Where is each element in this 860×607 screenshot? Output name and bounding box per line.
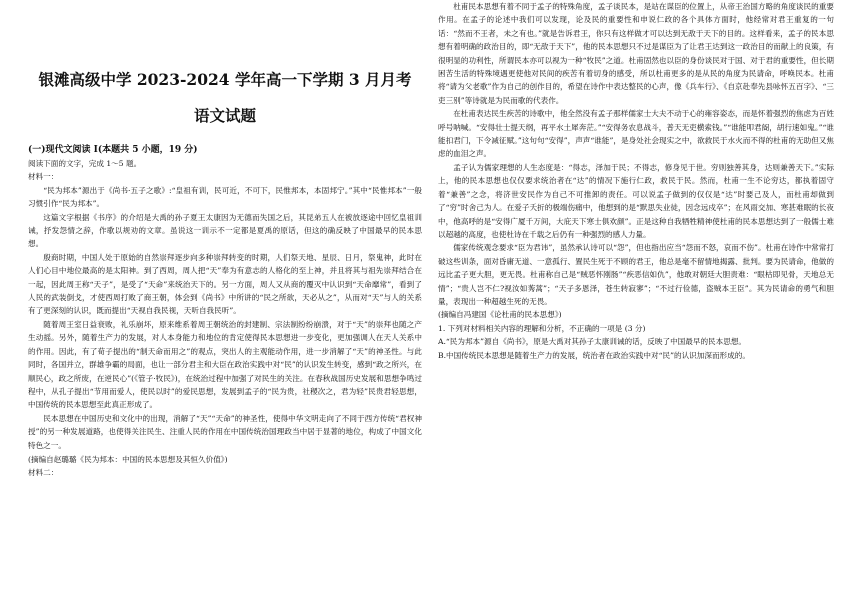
right-column — [438, 0, 834, 607]
exam-subtitle: 语文试题 — [193, 106, 256, 125]
source-citation: (摘编自冯建国《论杜甫的民本思想》) — [438, 310, 562, 320]
material1-label: 材料一： — [28, 172, 59, 182]
paragraph: 这篇文字根据《书序》的介绍是大禹的孙子夏王太康因为无德而失国之后，其昆弟五人在被放逐途中回忆皇祖训诫，抒发怨情之辞，作歌以规劝的文章。虽说这一训示不一定都是夏禹的原话，但这的确反映了中国最早的民本思想。 — [28, 212, 422, 249]
paragraph: 民本思想在中国历史和文化中的出现，消解了“天”“天命”的神圣性，使得中华文明走向了不同于西方传统“君权神授”的另一种发展道路，也使得关注民生、注重人民的作用在中国传统治国理政当中居于显著的地位，构成了中国文化特色之一。 — [28, 413, 422, 450]
paragraph: 儒家传统观念要求“臣为君讳”，虽然承认诗可以“怨”，但也指出应当“怨而不怒，哀而不伤”。杜甫在诗作中常常打破这些训条，面对昏庸无道、一意孤行、置民生死于不顾的君王，他总是毫不留情地揭露、批判。要为民请命，他做的远比孟子更大胆，更无畏。杜甫称自己是“贼恶怀刚肠”“疾恶信如仇”，他敢对朝廷大胆责难：“眼枯即见骨，天地总无情”；“贵人岂不仁?视汝如莠蒿”；“天子多恩泽，苍生转寂寥”；“不过行俭德，盗贼本王臣”。其为民请命的勇气和胆量，表现出一种超越生死的无畏。 — [438, 243, 834, 306]
question-1: 1. 下列对材料相关内容的理解和分析，不正确的一项是 (3 分) — [438, 323, 646, 333]
left-column — [28, 0, 422, 607]
paragraph: 殷商时期，中国人处于原始的自然崇拜逐步向多种崇拜转变的时期，人们祭天地、星辰、日月，祭鬼神，此时在人们心目中地位最高的是太阳神。到了西周，周人把“天”奉为有意志的人格化的至上神，并且将其与祖先崇拜结合在一起，因此周王称“天子”，是受了“天命”来统治天下的。另一方面，周人又从商的覆灭中认识到“天命靡常”，看到了人民的武装倒戈，才使西周打败了商王朝，体会到《尚书》中所讲的“民之所欲，天必从之”，从而对“天”与人的关系有了更深刻的认识，既而提出“天视自我民视，天听自我民听”。 — [28, 252, 422, 316]
paragraph: 随着周王室日益衰败，礼乐崩坏，原来维系着周王朝统治的封建制、宗法制纷纷崩溃，对于“天”的崇拜也随之产生动摇。另外，随着生产力的发展，对人本身能力和地位的肯定使得民本思想进一步变化，更加强调人在天人关系中的作用。因此，有了荀子提出的“制天命而用之”的观点，突出人的主观能动作用，进一步消解了“天”的神圣性。与此同时，各国并立，群雄争霸的局面，也让一部分君主和大臣在政治实践中对“民”的认识发生转变，感到“政之所兴，在顺民心，政之所废，在逆民心”(《管子·牧民》)，在统治过程中加强了对民生的关注。在春秋战国历史发展和思想争鸣过程中，从孔子提出“节用而爱人，使民以时”的爱民思想，发展到孟子的“民为贵，社稷次之，君为轻”民贵君轻思想，中国传统的民本思想至此真正形成了。 — [28, 319, 422, 410]
material2-label: 材料二： — [28, 468, 59, 478]
source-citation: (摘编自赵璐璐《民为邦本：中国的民本思想及其恒久价值》) — [28, 454, 228, 464]
paragraph: 孟子认为儒家理想的人生态度是：“得志，泽加于民；不得志，修身见于世。穷则独善其身，达则兼善天下。”实际上，他的民本思想也仅仅要求统治者在“达”的情况下施行仁政，救民于民。然而，杜甫一生不论穷达，都执着固守着“兼善”之念，将济世安民作为自己不可推卸的责任。可以说孟子做到的仅仅是“达”时要己及人，而杜甫却做到了“穷”时舍己为人。在爱子夭折的极端伤痛中，他想到的是“默思失业徒，因念远戍卒”；在风雨交加、寒甚难眠的长夜中，他高呼的是“安得广厦千万间，大庇天下寒士俱欢颜”。正是这种自我牺牲精神使杜甫的民本思想达到了一般儒士难以超越的高度，也使杜诗在千载之后仍有一种强烈的感人力量。 — [438, 162, 834, 239]
paragraph: “民为邦本”源出于《尚书·五子之歌》:“皇祖有训，民可近，不可下，民惟邦本，本固邦宁。”其中“民惟邦本”一般习惯引作“民为邦本”。 — [28, 185, 422, 209]
paragraph: 杜甫民本思想有着不同于孟子的特殊角度，孟子谈民本，是站在谋臣的位置上，从帝王治国方略的角度谈民的重要作用。在孟子的论述中我们可以发现，论及民的重要性和申说仁政的各个具体方面时，他经常对君王重复的一句话：“然而不王者，未之有也。”就是告诉君王，你只有这样做才可以达到无敌于天下的目的。这样看来，孟子的民本思想有着明确的政治目的，即“无敌于天下”，他的民本思想只不过是谋臣为了让君王达到这一政治目的而献上的良策，有很明显的功利性，所谓民本亦可以视为一种“牧民”之道。杜甫固然也以臣的身份谈民对于国、对于君的重要性，但长期困苦生活的特殊境遇更使他对民间的疾苦有着切身的感受，所以杜甫更多的是从民的角度为民请命，呼唤民本。杜甫将“请为父老歌”作为自己的创作目的，希望在诗作中表达整民的心声，像《兵车行》、《自京赴奉先县咏怀五百字》、“三吏三别”等诗就是为民而歌的代表作。 — [438, 2, 834, 105]
section-heading: (一)现代文阅读 I(本题共 5 小题，19 分) — [28, 145, 198, 155]
paragraph: 在杜甫表达民生疾苦的诗歌中，他全然没有孟子那样儒家士大夫不动于心的雍容姿态，而是怀着强烈的焦虑为百姓呼号呐喊。“安得壮士提天纲，再平水土犀奔茫。”“安得务农息战斗，普天无吏横索钱。”“谁能叩君阍，胡行速如鬼。”“谁能扣君门，下令减征赋。”这句句“安得”，声声“谁能”，是身处社会现实之中，欲救民于水火而不得的杜甫的无助但又焦虑的血泪之声。 — [438, 109, 834, 159]
option-b: B.中国传统民本思想是随着生产力的发展，统治者在政治实践中对“民”的认识加深而形成的。 — [438, 350, 750, 360]
exam-title: 银滩高级中学 2023-2024 学年高一下学期 3 月月考 — [38, 70, 412, 89]
option-a: A.“民为邦本”源自《尚书》，原是大禹对其孙子太康训诫的话，反映了中国最早的民本思想。 — [438, 337, 747, 347]
instruction: 阅读下面的文字，完成 1～5 题。 — [28, 159, 142, 168]
